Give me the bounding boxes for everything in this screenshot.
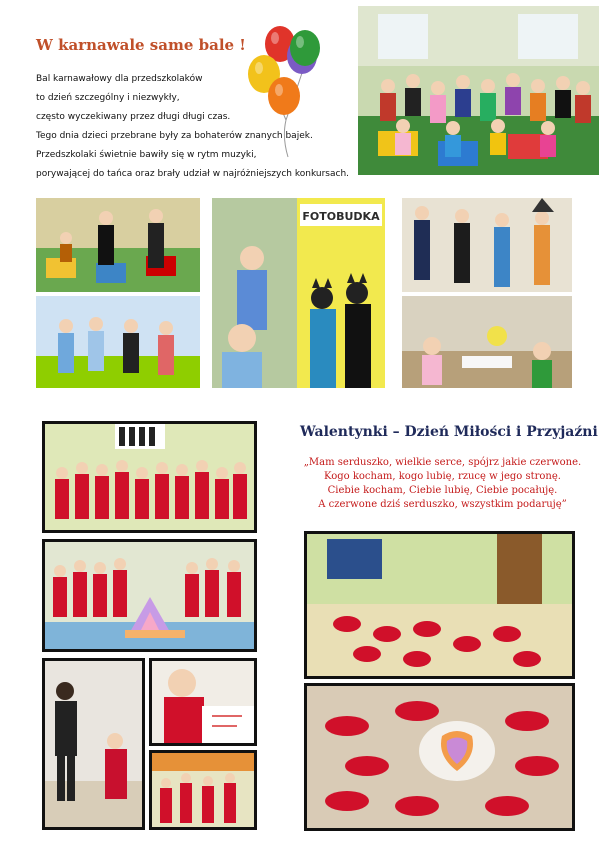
balloons-image <box>244 22 324 162</box>
valentines-photo <box>149 658 257 746</box>
carnival-line: porywającej do tańca oraz brały udział w najróżniejszych konkursach. <box>36 169 350 179</box>
carnival-line: Tego dnia dzieci przebrane były za bohaterów znanych bajek. <box>36 131 313 141</box>
valentines-photo <box>42 658 145 830</box>
poem-line: Ciebie kocham, Ciebie lubię, Ciebie pocałuję. <box>327 485 558 496</box>
photo-booth-photo <box>212 198 385 388</box>
carnival-photo <box>36 296 200 388</box>
carnival-line: Przedszkolaki świetnie bawiły się w rytm muzyki, <box>36 150 257 160</box>
valentines-photo <box>304 531 575 679</box>
carnival-group-photo <box>358 6 599 175</box>
carnival-line: Bal karnawałowy dla przedszkolaków <box>36 74 203 84</box>
carnival-photo <box>36 198 200 292</box>
valentines-photo <box>42 539 257 652</box>
carnival-title: W karnawale same bale ! <box>36 36 246 54</box>
photo-booth-sign-text: FOTOBUDKA <box>302 210 380 223</box>
carnival-line: to dzień szczególny i niezwykły, <box>36 93 180 103</box>
valentines-photo <box>42 421 257 533</box>
valentines-poem <box>300 456 585 512</box>
carnival-photo <box>402 198 572 292</box>
valentines-title: Walentynki – Dzień Miłości i Przyjaźni <box>300 424 598 440</box>
poem-line: „Mam serduszko, wielkie serce, spójrz jakie czerwone. <box>303 457 582 468</box>
valentines-photo <box>149 750 257 830</box>
carnival-photo <box>402 296 572 388</box>
carnival-line: często wyczekiwany przez długi długi czas. <box>36 112 231 122</box>
valentines-photo <box>304 683 575 831</box>
poem-line: A czerwone dziś serduszko, wszystkim podaruję” <box>318 499 567 510</box>
poem-line: Kogo kocham, kogo lubię, rzucę w jego stronę. <box>324 471 561 482</box>
